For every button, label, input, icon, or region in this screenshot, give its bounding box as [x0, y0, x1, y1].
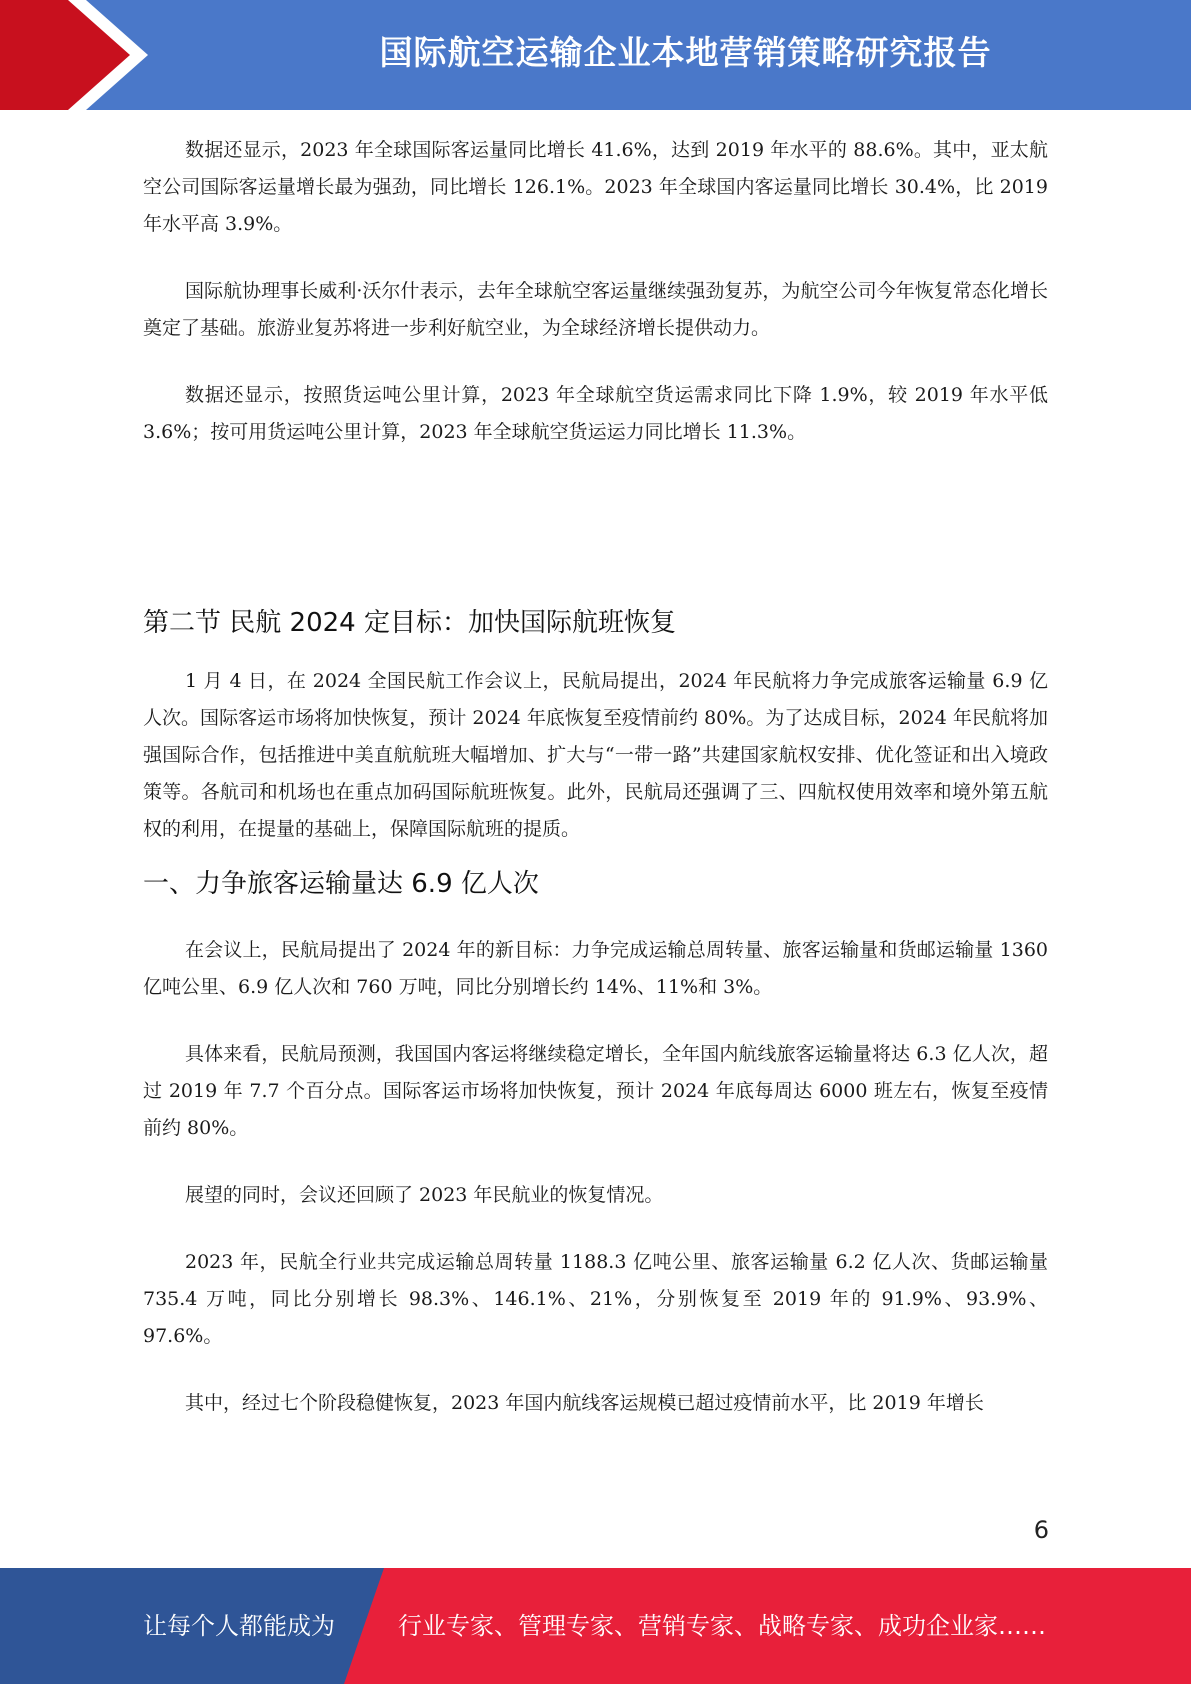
- main-content: [143, 132, 1048, 1422]
- paragraph-review-intro: 展望的同时，会议还回顾了 2023 年民航业的恢复情况。: [185, 1184, 664, 1206]
- subsection-heading: 一、力争旅客运输量达 6.9 亿人次: [143, 869, 539, 899]
- paragraph-caac-targets: 1 月 4 日，在 2024 全国民航工作会议上，民航局提出，2024 年民航将力争完成旅客运输量 6.9 亿人次。国际客运市场将加快恢复，预计 2024 年底恢复至疫情前约 80%。为了达成目标，2024 年民航将加强国际合作，包括推进中美直航航班大幅增加、扩大与“一带一路”共建国家航权安排、优化签证和出入境政策等。各航司和机场也在重点加码国际航班恢复。此外，民航局还强调了三、四航权使用效率和境外第五航权的利用，在提量的基础上，保障国际航班的提质。: [143, 670, 1048, 840]
- footer-slogan-right: 行业专家、管理专家、营销专家、战略专家、成功企业家……: [398, 1612, 1046, 1640]
- page-number: 6: [1033, 1516, 1049, 1544]
- paragraph-iata-statement: 国际航协理事长威利·沃尔什表示，去年全球航空客运量继续强劲复苏，为航空公司今年恢复常态化增长奠定了基础。旅游业复苏将进一步利好航空业，为全球经济增长提供动力。: [143, 280, 1048, 339]
- page-header: [0, 0, 1191, 110]
- paragraph-forecast: 具体来看，民航局预测，我国国内客运将继续稳定增长，全年国内航线旅客运输量将达 6.3 亿人次，超过 2019 年 7.7 个百分点。国际客运市场将加快恢复，预计 2024 年底每周达 6000 班左右，恢复至疫情前约 80%。: [143, 1043, 1048, 1139]
- footer-slogan-left: 让每个人都能成为: [143, 1612, 335, 1640]
- paragraph-new-goals: 在会议上，民航局提出了 2024 年的新目标：力争完成运输总周转量、旅客运输量和货邮运输量 1360 亿吨公里、6.9 亿人次和 760 万吨，同比分别增长约 14%、11%和 3%。: [143, 939, 1048, 998]
- report-title: 国际航空运输企业本地营销策略研究报告: [379, 33, 992, 72]
- section-heading: 第二节 民航 2024 定目标：加快国际航班恢复: [143, 608, 676, 638]
- paragraph-domestic-recovery: 其中，经过七个阶段稳健恢复，2023 年国内航线客运规模已超过疫情前水平，比 2019 年增长: [185, 1392, 984, 1414]
- paragraph-passenger-data: 数据还显示，2023 年全球国际客运量同比增长 41.6%，达到 2019 年水平的 88.6%。其中，亚太航空公司国际客运量增长最为强劲，同比增长 126.1%。2023 年全球国内客运量同比增长 30.4%，比 2019 年水平高 3.9%。: [143, 139, 1048, 235]
- page-footer: [0, 1568, 1191, 1684]
- paragraph-2023-results: 2023 年，民航全行业共完成运输总周转量 1188.3 亿吨公里、旅客运输量 6.2 亿人次、货邮运输量 735.4 万吨，同比分别增长 98.3%、146.1%、21%，分别恢复至 2019 年的 91.9%、93.9%、97.6%。: [143, 1251, 1048, 1347]
- paragraph-cargo-data: 数据还显示，按照货运吨公里计算，2023 年全球航空货运需求同比下降 1.9%，较 2019 年水平低 3.6%；按可用货运吨公里计算，2023 年全球航空货运运力同比增长 11.3%。: [143, 384, 1048, 443]
